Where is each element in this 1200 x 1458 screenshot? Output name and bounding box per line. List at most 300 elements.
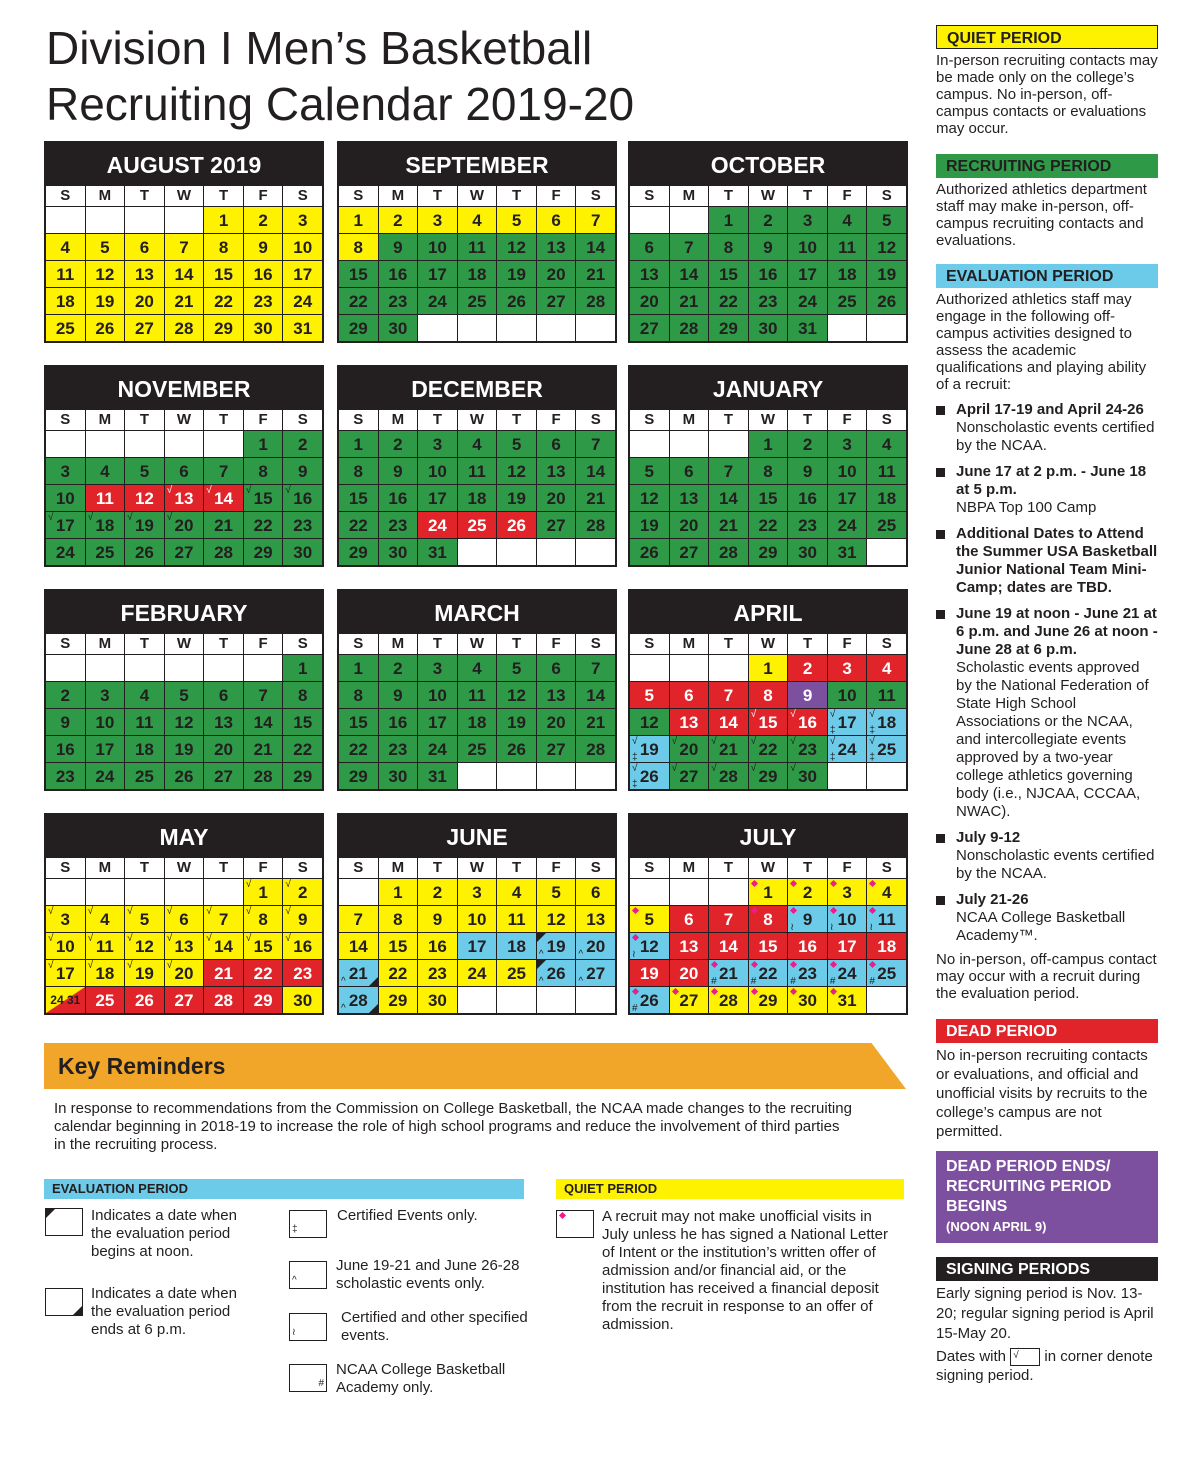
month-title: JANUARY — [630, 367, 906, 409]
weekday-label: T — [788, 186, 827, 206]
calendar-day: 1 — [339, 655, 378, 681]
calendar-day: 18 — [458, 485, 497, 511]
calendar-day: 17 — [458, 933, 497, 959]
calendar-day: 7 — [339, 906, 378, 932]
week-row — [46, 431, 322, 457]
calendar-day: 23 — [418, 960, 457, 986]
day-marker: # — [711, 976, 717, 987]
calendar-day: 7 — [576, 207, 615, 233]
weekday-label: S — [867, 634, 906, 654]
calendar-day: 7 — [576, 431, 615, 457]
day-marker: # — [869, 976, 875, 987]
calendar-day — [630, 879, 669, 905]
calendar-day: √ 20 — [165, 960, 204, 986]
calendar-day: 22 — [339, 512, 378, 538]
week-row — [630, 987, 906, 1013]
calendar-day: 18 — [125, 736, 164, 762]
calendar-day: 19 — [86, 288, 125, 314]
weekday-label: M — [670, 634, 709, 654]
calendar-day: 28 ^ — [339, 987, 378, 1013]
calendar-day: 28 — [576, 288, 615, 314]
week-row — [630, 288, 906, 314]
calendar-day — [497, 763, 536, 789]
calendar-day: 14 — [339, 933, 378, 959]
weekday-label: S — [576, 410, 615, 430]
calendar-day: √ 16 — [283, 933, 322, 959]
month-0 — [44, 141, 324, 343]
calendar-day: 12 — [86, 261, 125, 287]
calendar-day: 2 — [788, 655, 827, 681]
calendar-day: 2 — [244, 207, 283, 233]
calendar-day: 29 — [709, 315, 748, 341]
month-1 — [337, 141, 617, 343]
key-reminders-intro: In response to recommendations from the Commission on College Basketball, the NCAA made changes to the recruiting calendar beginning in 2018-19 to increase the role of high school programs and reduce the involvement of third parties in the recruiting process. — [54, 1100, 852, 1153]
calendar-day: 9 — [418, 906, 457, 932]
calendar-day: 16 — [749, 261, 788, 287]
calendar-day: 21 — [576, 709, 615, 735]
month-9 — [44, 813, 324, 1015]
week-row — [46, 960, 322, 986]
calendar-day — [576, 539, 615, 565]
calendar-day: 27 — [204, 763, 243, 789]
weekday-label: T — [709, 410, 748, 430]
calendar-day: 24 # — [828, 960, 867, 986]
evaluation-period-label: EVALUATION PERIOD — [936, 264, 1158, 288]
calendar-day: 27 — [165, 987, 204, 1013]
calendar-day: 17 — [828, 485, 867, 511]
calendar-day: √ 9 — [283, 906, 322, 932]
calendar-day: 3 — [418, 207, 457, 233]
calendar-day: 31 — [418, 539, 457, 565]
week-row — [630, 207, 906, 233]
weekday-label: S — [283, 186, 322, 206]
calendar-day: 13 — [670, 709, 709, 735]
calendar-day: 26 — [125, 987, 164, 1013]
weekday-label: T — [497, 186, 536, 206]
weekday-label: M — [379, 634, 418, 654]
day-marker: ^ — [578, 976, 584, 987]
calendar-day: 17 — [788, 261, 827, 287]
calendar-day: 26 — [497, 512, 536, 538]
calendar-day: √ 24 ‡ — [828, 736, 867, 762]
calendar-day: √ 29 — [749, 763, 788, 789]
calendar-day — [670, 655, 709, 681]
calendar-day: 17 — [418, 485, 457, 511]
calendar-day — [46, 431, 85, 457]
calendar-day: 12 — [630, 709, 669, 735]
calendar-day: 11 — [497, 906, 536, 932]
noon-start-text: Indicates a date when the evaluation period begins at noon. — [91, 1207, 237, 1260]
calendar-day: 22 — [339, 288, 378, 314]
weekday-label: F — [537, 410, 576, 430]
weekday-label: M — [86, 410, 125, 430]
week-row — [46, 315, 322, 341]
week-row — [339, 512, 615, 538]
calendar-day: √ 30 — [788, 763, 827, 789]
weekday-label: M — [379, 186, 418, 206]
week-row — [46, 539, 322, 565]
calendar-day: 11 — [828, 234, 867, 260]
calendar-day: 10 — [46, 485, 85, 511]
weekday-label: W — [749, 186, 788, 206]
calendar-day: 11 ≀ — [867, 906, 906, 932]
calendar-day: 28 — [165, 315, 204, 341]
calendar-day: 1 — [379, 879, 418, 905]
calendar-day: 15 — [379, 933, 418, 959]
calendar-day: 5 — [537, 879, 576, 905]
calendar-day: √ 19 — [125, 960, 164, 986]
calendar-day: 12 — [630, 485, 669, 511]
calendar-day: 12 — [497, 234, 536, 260]
calendar-day: 29 — [339, 315, 378, 341]
calendar-day: 21 — [204, 960, 243, 986]
calendar-day: 28 — [709, 539, 748, 565]
weekday-label: F — [828, 410, 867, 430]
calendar-day — [576, 987, 615, 1013]
calendar-day — [670, 431, 709, 457]
weekday-label: F — [244, 634, 283, 654]
weekday-label: S — [339, 858, 378, 878]
noon-start-icon — [45, 1208, 83, 1236]
month-title: OCTOBER — [630, 143, 906, 185]
weekday-label: T — [204, 634, 243, 654]
calendar-day: 27 — [630, 315, 669, 341]
calendar-day: 8 — [749, 906, 788, 932]
recruiting-period-label: RECRUITING PERIOD — [936, 154, 1158, 178]
calendar-day: 24 31 — [46, 987, 85, 1013]
calendar-day: √ 26 ‡ — [630, 763, 669, 789]
certified-events-icon: ‡ — [289, 1210, 327, 1238]
calendar-day: 20 ^ — [576, 933, 615, 959]
check-box-icon: √ — [1010, 1348, 1040, 1366]
evaluation-bullet: April 17-19 and April 24-26 Nonscholastic events certified by the NCAA. — [936, 401, 1158, 455]
calendar-day: 9 — [46, 709, 85, 735]
calendar-day: √ 10 — [46, 933, 85, 959]
calendar-day — [497, 539, 536, 565]
weekday-label: S — [339, 634, 378, 654]
calendar-day — [867, 315, 906, 341]
calendar-day: 22 — [749, 512, 788, 538]
calendar-day: 7 — [244, 682, 283, 708]
calendar-day: 8 — [749, 458, 788, 484]
calendar-day: 14 — [576, 234, 615, 260]
calendar-day: 5 — [867, 207, 906, 233]
calendar-day — [630, 431, 669, 457]
calendar-day: 23 — [379, 288, 418, 314]
calendar-day: 20 — [670, 960, 709, 986]
week-row — [630, 655, 906, 681]
calendar-day: 4 — [458, 431, 497, 457]
weekday-label: F — [828, 186, 867, 206]
calendar-day: 25 # — [867, 960, 906, 986]
calendar-day: 5 — [497, 655, 536, 681]
calendar-day: 26 — [125, 539, 164, 565]
calendar-day: 4 — [497, 879, 536, 905]
calendar-day: 24 — [828, 512, 867, 538]
week-row — [339, 431, 615, 457]
calendar-day: 20 — [537, 485, 576, 511]
week-row — [339, 987, 615, 1013]
calendar-day: 20 — [670, 512, 709, 538]
day-marker: ^ — [538, 949, 544, 960]
calendar-day: √ 16 — [788, 709, 827, 735]
calendar-day: 5 — [497, 207, 536, 233]
calendar-day: 21 # — [709, 960, 748, 986]
weekday-label: T — [418, 186, 457, 206]
weekday-label: F — [537, 634, 576, 654]
calendar-day: √ 12 — [125, 933, 164, 959]
calendar-day: 8 — [339, 458, 378, 484]
month-11 — [628, 813, 908, 1015]
calendar-day: √ 13 — [165, 485, 204, 511]
certified-events-text: Certified Events only. — [337, 1207, 478, 1224]
calendar-day: 27 — [537, 512, 576, 538]
weekday-label: W — [165, 858, 204, 878]
calendar-day: 3 — [828, 655, 867, 681]
week-row — [46, 234, 322, 260]
evaluation-bullet: July 9-12 Nonscholastic events certified by the NCAA. — [936, 829, 1158, 883]
calendar-day: √ 22 — [749, 736, 788, 762]
weekday-label: T — [204, 410, 243, 430]
calendar-day: 11 — [86, 485, 125, 511]
week-row — [46, 763, 322, 789]
weekday-label: T — [788, 858, 827, 878]
weekday-header — [339, 186, 615, 206]
calendar-day — [576, 763, 615, 789]
calendar-day: 10 ≀ — [828, 906, 867, 932]
calendar-day — [86, 431, 125, 457]
calendar-day: 22 — [283, 736, 322, 762]
week-row — [630, 933, 906, 959]
day-marker: # — [750, 976, 757, 987]
weekday-label: W — [458, 186, 497, 206]
calendar-day — [670, 207, 709, 233]
calendar-day: 7 — [670, 234, 709, 260]
week-row — [630, 879, 906, 905]
calendar-day: 16 — [379, 709, 418, 735]
calendar-day: 28 — [670, 315, 709, 341]
calendar-day: 14 — [165, 261, 204, 287]
weekday-label: W — [458, 634, 497, 654]
calendar-day: 25 — [458, 512, 497, 538]
june-scholastic-icon: ^ — [289, 1261, 327, 1289]
weekday-label: F — [244, 858, 283, 878]
evaluation-period-text: Authorized athletics staff may engage in the following off-campus activities designed to assess the academic qualifications and playing ability of a recruit: — [936, 291, 1147, 393]
calendar-day: 1 — [244, 431, 283, 457]
calendar-day: 7 — [709, 682, 748, 708]
calendar-day: 4 — [867, 879, 906, 905]
calendar-day: 29 — [339, 763, 378, 789]
calendar-day: √ 28 — [709, 763, 748, 789]
june-scholastic-text: June 19-21 and June 26-28 scholastic events only. — [336, 1257, 520, 1292]
week-row — [339, 458, 615, 484]
calendar-day: 24 — [283, 288, 322, 314]
weekday-label: M — [379, 858, 418, 878]
calendar-day: 1 — [749, 655, 788, 681]
calendar-day — [497, 315, 536, 341]
calendar-day: 5 — [165, 682, 204, 708]
calendar-day: 4 — [46, 234, 85, 260]
calendar-day: 28 — [709, 987, 748, 1013]
weekday-label: F — [244, 410, 283, 430]
calendar-day: 11 — [458, 682, 497, 708]
week-row — [630, 315, 906, 341]
signing-periods-label: SIGNING PERIODS — [936, 1257, 1158, 1281]
calendar-day: 14 — [244, 709, 283, 735]
calendar-day: 23 — [379, 736, 418, 762]
calendar-day: 1 — [283, 655, 322, 681]
calendar-day: 24 — [458, 960, 497, 986]
calendar-day: 15 — [339, 485, 378, 511]
calendar-day: √ 18 — [86, 960, 125, 986]
calendar-day: 5 — [630, 682, 669, 708]
calendar-day: 12 — [867, 234, 906, 260]
calendar-day — [537, 987, 576, 1013]
signing-periods-text: Early signing period is Nov. 13-20; regular signing period is April 15-May 20. — [936, 1285, 1154, 1342]
calendar-day: 9 ≀ — [788, 906, 827, 932]
calendar-day: 19 — [630, 960, 669, 986]
calendar-day — [867, 763, 906, 789]
day-marker: ^ — [538, 976, 544, 987]
calendar-day — [709, 879, 748, 905]
weekday-label: T — [418, 858, 457, 878]
calendar-day: 16 — [379, 261, 418, 287]
calendar-day — [867, 987, 906, 1013]
calendar-day — [458, 315, 497, 341]
weekday-label: F — [828, 858, 867, 878]
six-pm-end-icon — [45, 1288, 83, 1316]
calendar-day: 29 — [204, 315, 243, 341]
week-row — [630, 763, 906, 789]
month-4 — [337, 365, 617, 567]
calendar-day: √ 27 — [670, 763, 709, 789]
evaluation-note: No in-person, off-campus contact may occur with a recruit during the evaluation period. — [936, 951, 1157, 1002]
calendar-day — [497, 987, 536, 1013]
calendar-day: 31 — [283, 315, 322, 341]
calendar-day: 4 — [828, 207, 867, 233]
calendar-day: 7 — [204, 458, 243, 484]
calendar-day: 27 ^ — [576, 960, 615, 986]
calendar-day: 25 — [828, 288, 867, 314]
calendar-day: √ 5 — [125, 906, 164, 932]
calendar-day: √ 23 — [788, 736, 827, 762]
calendar-day: 4 — [867, 655, 906, 681]
calendar-day: 5 — [497, 431, 536, 457]
month-5 — [628, 365, 908, 567]
calendar-day: 10 — [828, 682, 867, 708]
legend-evaluation-bar: EVALUATION PERIOD — [44, 1179, 524, 1199]
calendar-day — [670, 879, 709, 905]
weekday-label: W — [458, 858, 497, 878]
weekday-header — [630, 410, 906, 430]
calendar-day: 22 — [244, 512, 283, 538]
diamond-marker-icon — [556, 1210, 594, 1238]
calendar-day: 12 — [497, 458, 536, 484]
weekday-label: S — [576, 858, 615, 878]
calendar-day: 15 — [339, 709, 378, 735]
calendar-day — [46, 655, 85, 681]
weekday-header — [46, 410, 322, 430]
weekday-label: S — [867, 186, 906, 206]
calendar-day: 29 — [749, 987, 788, 1013]
calendar-day: 21 — [165, 288, 204, 314]
calendar-day: 7 — [165, 234, 204, 260]
calendar-day: 25 — [497, 960, 536, 986]
calendar-day — [867, 539, 906, 565]
calendar-day: 11 — [867, 682, 906, 708]
calendar-day: 31 — [788, 315, 827, 341]
calendar-day: 20 — [204, 736, 243, 762]
week-row — [339, 234, 615, 260]
calendar-day: 8 — [204, 234, 243, 260]
evaluation-bullet: July 21-26 NCAA College Basketball Academy™. — [936, 891, 1158, 945]
calendar-day — [125, 207, 164, 233]
calendar-day: 10 — [418, 234, 457, 260]
calendar-day: 1 — [204, 207, 243, 233]
calendar-day: 3 — [828, 431, 867, 457]
calendar-day: 9 — [379, 234, 418, 260]
calendar-day: 25 — [86, 987, 125, 1013]
calendar-day: 10 — [283, 234, 322, 260]
calendar-day: 19 — [497, 709, 536, 735]
calendar-day: 29 — [244, 987, 283, 1013]
weekday-header — [46, 858, 322, 878]
calendar-day: 25 — [458, 736, 497, 762]
weekday-header — [339, 410, 615, 430]
week-row — [46, 512, 322, 538]
calendar-day: 19 — [165, 736, 204, 762]
weekday-label: T — [788, 410, 827, 430]
calendar-day: 11 — [458, 234, 497, 260]
quiet-period-text: In-person recruiting contacts may be made only on the college’s campus. No in-person, off-campus contacts or evaluations may occur. — [936, 52, 1158, 137]
day-marker: ^ — [341, 976, 346, 987]
quiet-period-label: QUIET PERIOD — [936, 25, 1158, 49]
weekday-label: M — [670, 858, 709, 878]
calendar-day: 12 ≀ — [630, 933, 669, 959]
calendar-day: 30 — [418, 987, 457, 1013]
calendar-day: 14 — [576, 458, 615, 484]
calendar-day: 17 — [418, 709, 457, 735]
weekday-label: T — [204, 186, 243, 206]
calendar-day — [204, 655, 243, 681]
calendar-day: 13 — [537, 458, 576, 484]
calendar-day: 9 — [749, 234, 788, 260]
calendar-day: 8 — [339, 234, 378, 260]
weekday-label: T — [418, 410, 457, 430]
calendar-day: 4 — [86, 458, 125, 484]
calendar-day: 18 — [46, 288, 85, 314]
calendar-day: √ 15 — [749, 709, 788, 735]
calendar-day: 26 — [867, 288, 906, 314]
calendar-day: 6 — [670, 682, 709, 708]
weekday-label: M — [86, 858, 125, 878]
weekday-label: T — [788, 634, 827, 654]
calendar-day: 21 — [244, 736, 283, 762]
calendar-day: √ 14 — [204, 933, 243, 959]
week-row — [339, 906, 615, 932]
calendar-day: 22 — [709, 288, 748, 314]
weekday-label: S — [46, 410, 85, 430]
calendar-day: 3 — [418, 655, 457, 681]
calendar-day: √ 21 — [709, 736, 748, 762]
calendar-day: 20 — [630, 288, 669, 314]
weekday-label: W — [749, 858, 788, 878]
week-row — [630, 960, 906, 986]
calendar-day: √ 18 — [86, 512, 125, 538]
calendar-day: 16 — [46, 736, 85, 762]
calendar-day: 6 — [537, 207, 576, 233]
calendar-day: 30 — [379, 539, 418, 565]
